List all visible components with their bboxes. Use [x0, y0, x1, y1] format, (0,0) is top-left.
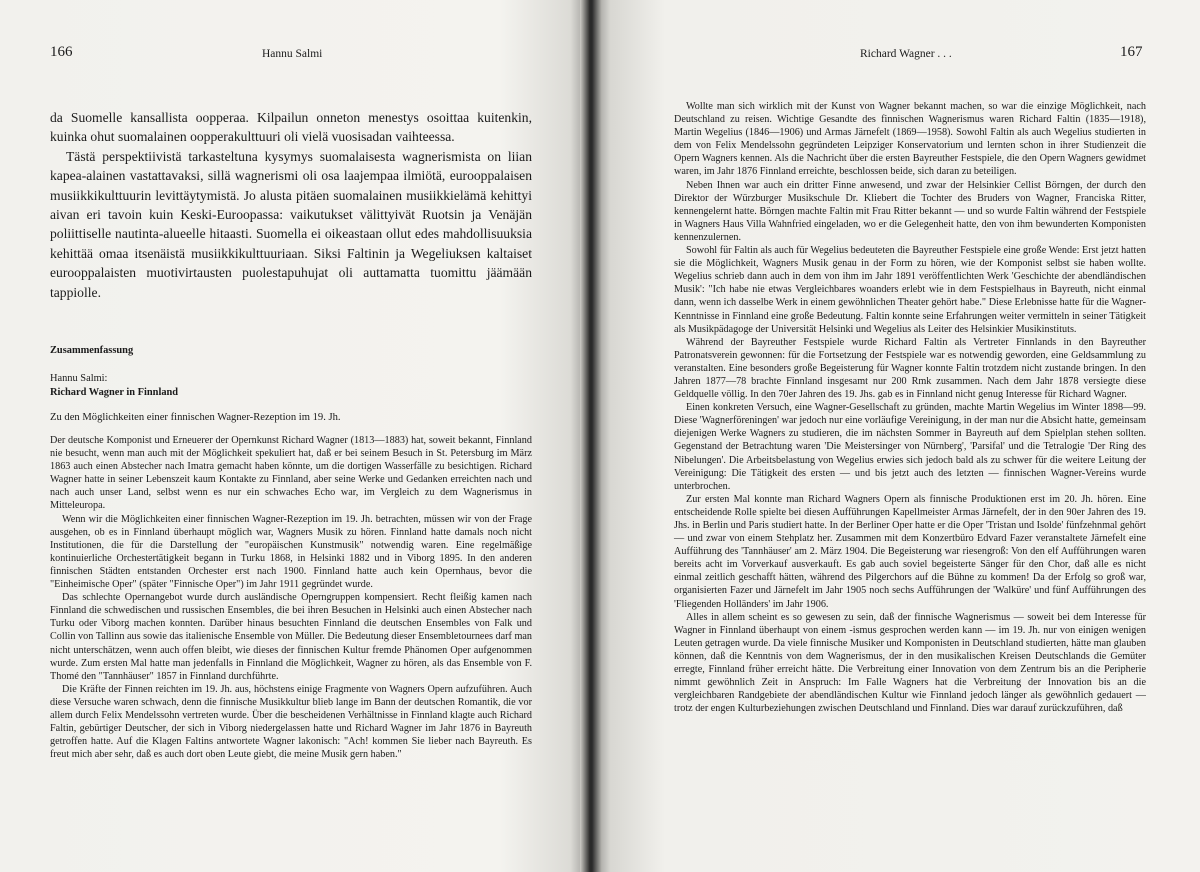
german-summary-left [50, 434, 532, 761]
german-paragraph: Neben Ihnen war auch ein dritter Finne anwesend, und zwar der Helsinkier Cellist Börngen, der durch den Direktor der Würzburger Musikschule Dr. Kliebert die Tochter des Bruders von Wagner, Franciska Ritter, kennengelernt hatte. Börngen machte Faltin mit Frau Ritter bekannt — und so wurde Faltin während der Festspiele in Wagners Haus Villa Wahnfried eingeladen, wo er die Gelegenheit hatte, den von ihm bewunderten Komponisten kennenzulernen. [674, 179, 1146, 243]
german-paragraph: Alles in allem scheint es so gewesen zu sein, daß der finnische Wagnerismus — soweit bei dem Interesse für Wagner in Finnland überhaupt von einem -ismus gesprochen werden kann — im 19. Jh. nur von einigen wenigen Leuten getragen wurde. Da viele finnische Musiker und Komponisten in Deutschland studierten, hätte man glauben können, daß die Kenntnis von dem Wagnerismus, der in den musikalischen Kreisen Deutschlands die Gemüter erregte, Finnland früher erreicht hätte. Die Verbreitung einer Innovation von dem Zentrum bis an die Peripherie nimmt gewöhnlich Zeit in Anspruch: Im Falle Wagners hat die Verbreitung der Innovation bis an die vergleichbaren Randgebiete der abendländischen Kultur wie Finnland jedoch länger als gewöhnlich gedauert — trotz der engen Kulturbeziehungen zwischen Deutschland und Finnland. Dies war darauf zurückzuführen, daß [674, 611, 1146, 715]
right-page [592, 0, 1200, 872]
page-number-right: 167 [1120, 44, 1143, 60]
book-gutter [580, 0, 602, 872]
german-paragraph: Wenn wir die Möglichkeiten einer finnischen Wagner-Rezeption im 19. Jh. betrachten, müssen wir von der Frage ausgehen, ob es in Finnland überhaupt möglich war, Wagners Musik zu hören. Finnland hatte damals noch nicht Institutionen, die für die Darstellung der "europäischen Kunstmusik" notwendig waren. Eine regelmäßige kontinuierliche Orchestertätigkeit begann in Turku 1868, in Helsinki 1882 und in Viborg 1895. In den anderen finnischen Städten entstanden Orchester erst nach 1900. Finnland hatte auch kein Opernhaus, bevor die "Einheimische Oper" (später "Finnische Oper") im Jahr 1911 gegründet wurde. [50, 513, 532, 591]
german-paragraph: Wollte man sich wirklich mit der Kunst von Wagner bekannt machen, so war die einzige Möglichkeit, nach Deutschland zu reisen. Wichtige Gesandte des finnischen Wagnerismus waren Richard Faltin (1835—1918), Martin Wegelius (1846—1906) und Armas Järnefelt (1869—1958). Sowohl Faltin als auch Wegelius studierten in dem von Felix Mendelssohn gegründeten Leipziger Konservatorium und lernten schon in ihrer Studienzeit die Opern Wagners kennen. Als die Nachricht über die ersten Bayreuther Festspiele, die den Opern Wagners gewidmet waren, im Jahr 1876 Finnland erreichte, beschlossen beide, sich daran zu beteiligen. [674, 101, 1146, 178]
german-paragraph: Einen konkreten Versuch, eine Wagner-Gesellschaft zu gründen, machte Martin Wegelius im Winter 1898—99. Diese 'Wagnerföreningen' war jedoch nur eine vorläufige Vereinigung, in der man nur die Absicht hatte, gemeinsam diejenigen Werke Wagners zu studieren, die im nächsten Sommer in Bayreuth auf dem Spielplan stehen sollten. Gegenstand der Betrachtung waren 'Die Meistersinger von Nürnberg', 'Parsifal' und die Tetralogie 'Der Ring des Nibelungen'. Die Arbeitsbelastung von Wegelius erwies sich jedoch bald als zu schwer für die weitere Leitung der Vereinigung: Die Tätigkeit des ersten — und bis jetzt auch des letzten — finnischen Wagner-Vereins wurde unterbrochen. [674, 402, 1146, 492]
left-page [0, 0, 588, 872]
finnish-paragraph: Tästä perspektiivistä tarkasteltuna kysymys suomalaisesta wagnerismista on liian kapea-alainen vastattavaksi, sillä wagnerismi oli osa laajempaa ilmiötä, eurooppalaisen musiikkikulttuurin levittäytymistä. Jo alusta pitäen suomalainen musiikkielämä kehittyi aivan eri tavoin kuin Keski-Euroopassa: vaikutukset välittyivät Ruotsin ja Venäjän poliittiselle nautinta-alueelle hitaasti. Suomella ei oikeastaan ollut edes mahdollisuuksia kehittää omaa itsenäistä musiikkikulttuuriaan. Siksi Faltinin ja Wegeliuksen kaltaiset eurooppalaisten muotivirtausten puolestapuhujat oli auttamatta tuomittu jäämään tappiolle. [50, 148, 532, 300]
page-number-left: 166 [50, 44, 73, 60]
finnish-text-block [50, 108, 532, 302]
german-paragraph: Während der Bayreuther Festspiele wurde Richard Faltin als Vertreter Finnlands in den Bayreuther Patronatsverein gewonnen: für die Fortsetzung der Festspiele war es notwendig geworden, eine Geldsammlung zu veranstalten. Eine besonders große Begeisterung für Wagner konnte Faltin trotzdem nicht zustande bringen. In den Jahren 1877—78 brachte Finnland insgesamt nur 200 Rmk zusammen. Nach dem Jahr 1878 versiegte diese Geldquelle völlig. In den 70er Jahren des 19. Jhs. gab es in Finnland nicht genug Interesse für Richard Wagner. [674, 336, 1146, 401]
article-subtitle: Zu den Möglichkeiten einer finnischen Wagner-Rezeption im 19. Jh. [50, 412, 341, 423]
author-name: Hannu Salmi: [50, 373, 108, 384]
running-head-right: Richard Wagner . . . [860, 48, 952, 60]
summary-heading: Zusammenfassung [50, 345, 134, 356]
article-title: Richard Wagner in Finnland [50, 387, 179, 398]
german-summary-right [674, 100, 1146, 715]
german-paragraph: Zur ersten Mal konnte man Richard Wagners Opern als finnische Produktionen erst im 20. Jh. hören. Eine entscheidende Rolle spielte bei diesen Aufführungen Kapellmeister Armas Järnefelt, der in den 90er Jahren des 19. Jhs. in Berlin und Paris studiert hatte. In der Berliner Oper hatte er die Oper 'Tristan und Isolde' fünfzehnmal gehört — und zwar von einem Stehplatz her. Zusammen mit dem Konzertbüro Edvard Fazer veranstaltete Järnefelt eine Aufführung des 'Tannhäuser' am 2. März 1904. Die Begeisterung war riesengroß: Von den elf Aufführungen waren bereits acht im Vorverkauf ausverkauft. Es gab auch soviel begeisterte Sänger für den Chor, daß alle es nicht einmal zeitlich geschafft hätten, während des Pilgerchors auf die Bühne zu kommen! Da der Erfolg so groß war, organisierten Fazer und Järnefelt im Jahr 1905 noch sechs Aufführungen der 'Walküre' und fünf Aufführungen des 'Fliegenden Holländers' im Jahr 1906. [674, 493, 1146, 610]
author-block [50, 372, 178, 400]
german-paragraph: Die Kräfte der Finnen reichten im 19. Jh. aus, höchstens einige Fragmente von Wagners Opern aufzuführen. Auch diese Versuche waren schwach, denn die finnische Musikkultur blieb lange im Bann der deutschen Romantik, die vor allem durch Felix Mendelssohn vertreten wurde. Über die bescheidenen Verhältnisse in Finnland klagte auch Richard Faltin, gebürtiger Deutscher, der sich in Viborg niedergelassen hatte und Richard Wagner im Jahr 1876 in Bayreuth getroffen hatte. Auf die Klagen Faltins antwortete Wagner lakonisch: "Ach! kommen Sie lieber nach Bayreuth. Es freut mich aber sehr, daß es auch dort oben Leute giebt, die meine Musik gern haben." [50, 683, 532, 761]
german-paragraph: Sowohl für Faltin als auch für Wegelius bedeuteten die Bayreuther Festspiele eine große Wende: Erst jetzt hatten sie die Möglichkeit, Wagners Musik genau in der Form zu hören, wie der Komponist selbst sie haben wollte. Wegelius schrieb dann auch in dem von ihm im Jahr 1891 veröffentlichten Werk 'Geschichte der abendländischen Musik': "Ich habe nie etwas Vergleichbares woanders erlebt wie in dem Festspielhaus in Bayreuth, nicht einmal dann, wenn ich dasselbe Werk in einem gewöhnlichen Theater gehört habe." Diese Erlebnisse hatte für die Wagner-Kenntnisse in Finnland eine große Bedeutung. Faltin konnte seine Erfahrungen weiter vermitteln in seiner Tätigkeit als Musikpädagoge der Universität Helsinki und Wegelius als Leiter des Helsinkier Musikinstituts. [674, 245, 1146, 335]
finnish-paragraph: da Suomelle kansallista oopperaa. Kilpailun onneton menestys osoittaa kuitenkin, kuinka ohut suomalainen oopperakulttuuri oli vielä vuosisadan vaihteessa. [50, 110, 532, 145]
running-head-left: Hannu Salmi [262, 48, 323, 60]
german-paragraph: Das schlechte Opernangebot wurde durch ausländische Operngruppen kompensiert. Recht fleißig kamen nach Finnland die schwedischen und russischen Ensembles, die bei ihren Besuchen in Helsinki auch einen Abstecher nach Turku oder Viborg machen konnten. Darüber hinaus besuchten Finnland die deutschen Ensembles von Falk und Collin von Tallinn aus sowie das italienische Ensemble von Müller. Die Bedeutung dieser Ensembletournees darf man nicht unterschätzen, wenn auch offen bleibt, wie dieses der finnischen Kultur fremde Phänomen Oper aufgenommen wurde. Zum ersten Mal hatte man jedenfalls in Finnland die Möglichkeit, Wagner zu hören, als das Ensemble von F. Thomé den "Tannhäuser" 1857 in Finnland durchführte. [50, 592, 532, 682]
german-paragraph: Der deutsche Komponist und Erneuerer der Opernkunst Richard Wagner (1813—1883) hat, soweit bekannt, Finnland nie besucht, wenn man auch mit der Möglichkeit spekuliert hat, daß er bei seinem Besuch in St. Petersburg im März 1863 auch einen Abstecher nach Imatra gemacht haben könnte, um die dortigen Wasserfälle zu besichtigen. Richard Wagner hatte in seiner Lebenszeit kaum Kontakte zu Finnland, aber seine Werke und Gedanken erreichten nach und nach auch unser Land, selbst wenn es nur ein schwaches Echo war, im Vergleich zu dem Wagnerismus in Mitteleuropa. [50, 435, 532, 512]
